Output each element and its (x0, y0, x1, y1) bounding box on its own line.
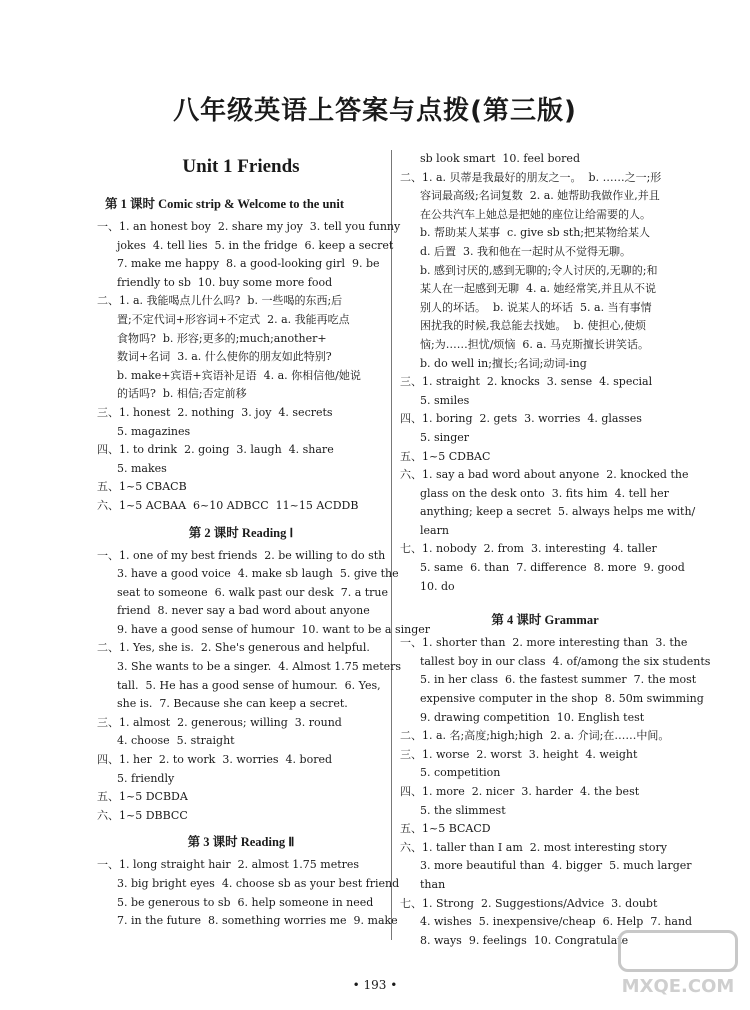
lesson-2-heading: 第 2 课时 Reading Ⅰ (188, 525, 294, 540)
answer-line-text: 四、1. to drink 2. going 3. laugh 4. share (97, 443, 334, 457)
answer-line-text: 别人的坏话。 b. 说某人的坏话 5. a. 当有事情 (420, 300, 652, 314)
answer-line (97, 856, 385, 875)
answer-line-text: 七、1. Strong 2. Suggestions/Advice 3. doubt (400, 896, 658, 910)
answer-line (400, 392, 690, 411)
answer-line-text: 3. She wants to be a singer. 4. Almost 1.75 meters (117, 660, 402, 674)
answer-line-text: 7. make me happy 8. a good-looking girl 9. be (117, 257, 380, 271)
answer-line (400, 653, 711, 672)
answer-line (400, 709, 690, 728)
answer-line (97, 348, 385, 367)
answer-line (97, 714, 385, 733)
answer-line (400, 746, 690, 765)
answer-line-text: 5. makes (117, 461, 167, 475)
answer-line (97, 237, 394, 256)
answer-line (97, 367, 385, 386)
lesson-1-answers (97, 218, 401, 516)
answer-line (97, 912, 398, 931)
answer-line (97, 292, 385, 311)
column-divider (391, 150, 392, 940)
answer-line-text: 二、1. a. 贝蒂是我最好的朋友之一。 b. ……之一;形 (400, 170, 662, 184)
answer-line-text: 3. have a good voice 4. make sb laugh 5. give the (117, 567, 399, 581)
answer-line (400, 280, 690, 299)
answer-line (400, 876, 690, 895)
answer-line (400, 299, 690, 318)
answer-line-text: expensive computer in the shop 8. 50m swimming (420, 692, 704, 706)
answer-line-text: 五、1~5 DCBDA (97, 790, 188, 804)
answer-line (97, 658, 402, 677)
answer-line-text: b. 感到讨厌的,感到无聊的;令人讨厌的,无聊的;和 (420, 263, 658, 277)
lesson-3-answers (97, 856, 400, 930)
answer-line-text: 二、1. a. 名;高度;high;high 2. a. 介词;在……中间。 (400, 729, 670, 743)
answer-line-text: 某人在一起感到无聊 4. a. 她经常笑,并且从不说 (420, 282, 657, 296)
answer-line (400, 690, 704, 709)
answer-line-text: 恼;为……担忧/烦恼 6. a. 马克斯擅长讲笑话。 (420, 337, 649, 351)
answer-line (400, 187, 690, 206)
answer-line (97, 602, 385, 621)
answer-line-text: tall. 5. He has a good sense of humour. 6. Yes, (117, 678, 381, 692)
answer-line (400, 727, 690, 746)
answer-line (400, 764, 690, 783)
answer-line (97, 547, 385, 566)
page-number: • 193 • (352, 978, 398, 992)
answer-line (97, 404, 385, 423)
answer-line-text: jokes 4. tell lies 5. in the fridge 6. keep a secret (117, 238, 394, 252)
answer-line (97, 788, 385, 807)
answer-line (97, 565, 399, 584)
answer-line (400, 634, 690, 653)
watermark-text: MXQE.COM (621, 976, 735, 997)
answer-line (400, 503, 696, 522)
answer-line-text: d. 后置 3. 我和他在一起时从不觉得无聊。 (420, 244, 632, 258)
answer-line (400, 895, 690, 914)
watermark (618, 930, 738, 1000)
answer-line (97, 677, 385, 696)
lesson-1-heading: 第 1 课时 Comic strip & Welcome to the unit (105, 197, 344, 211)
answer-line-text: she is. 7. Because she can keep a secret. (117, 697, 348, 711)
lesson-2-answers (97, 547, 431, 826)
answer-line-text: b. do well in;擅长;名词;动词-ing (420, 356, 587, 370)
right-column (400, 150, 711, 950)
answer-line-text: 5. the slimmest (420, 803, 506, 817)
answer-line-text: 七、1. nobody 2. from 3. interesting 4. taller (400, 542, 657, 556)
answer-line (97, 751, 385, 770)
answer-line (400, 224, 690, 243)
answer-line (97, 584, 389, 603)
answer-line (400, 169, 690, 188)
answer-line (97, 732, 385, 751)
answer-line-text: 一、1. long straight hair 2. almost 1.75 metres (97, 858, 360, 872)
answer-line (400, 820, 690, 839)
page-title: 八年级英语上答案与点拨(第三版) (173, 96, 577, 126)
answer-line-text: 一、1. shorter than 2. more interesting than 3. the (400, 636, 688, 650)
answer-line-text: 3. more beautiful than 4. bigger 5. much larger (420, 859, 692, 873)
answer-line-text: 三、1. honest 2. nothing 3. joy 4. secrets (97, 405, 333, 419)
watermark-logo-icon (618, 930, 738, 972)
answer-line (97, 894, 385, 913)
answer-line (97, 385, 385, 404)
answer-line-text: 六、1~5 DBBCC (97, 808, 188, 822)
answer-line-text: 六、1. say a bad word about anyone 2. knocked the (400, 468, 689, 482)
answer-line-text: 数词+名词 3. a. 什么使你的朋友如此特别? (117, 350, 332, 364)
left-column (97, 148, 431, 931)
answer-line (400, 448, 690, 467)
answer-line (97, 423, 385, 442)
answer-line-text: 在公共汽车上她总是把她的座位让给需要的人。 (420, 207, 651, 221)
answer-line (400, 410, 690, 429)
answer-line (97, 695, 385, 714)
answer-line (97, 311, 385, 330)
answer-line (97, 770, 385, 789)
answer-line (400, 839, 690, 858)
answer-line-text: 四、1. more 2. nicer 3. harder 4. the best (400, 785, 640, 798)
answer-line (97, 621, 431, 640)
answer-line-text: tallest boy in our class 4. of/among the six students (420, 654, 711, 668)
answer-line-text: 9. drawing competition 10. English test (420, 710, 645, 724)
answer-line-text: 8. ways 9. feelings 10. Congratulate (420, 933, 629, 947)
answer-line (400, 262, 690, 281)
answer-line-text: 的话吗? b. 相信;否定前移 (117, 387, 247, 401)
answer-line-text: 二、1. Yes, she is. 2. She's generous and helpful. (97, 641, 370, 655)
answer-line-text: 三、1. straight 2. knocks 3. sense 4. special (400, 375, 653, 389)
answer-line-text: 7. in the future 8. something worries me 9. make (117, 914, 398, 928)
answer-line-text: 4. choose 5. straight (117, 734, 235, 748)
answer-line-text: friendly to sb 10. buy some more food (117, 275, 333, 289)
answer-line (400, 559, 690, 578)
lesson-3-heading: 第 3 课时 Reading Ⅱ (187, 835, 295, 850)
answer-line-text: 5. competition (420, 766, 501, 780)
answer-line (400, 373, 690, 392)
answer-line (400, 578, 690, 597)
answer-line (400, 802, 690, 821)
answer-line-text: 10. do (420, 579, 455, 593)
answer-line-text: 5. in her class 6. the fastest summer 7. the most (420, 673, 697, 687)
answer-line-text: b. make+宾语+宾语补足语 4. a. 你相信他/她说 (117, 368, 361, 382)
answer-line (97, 478, 385, 497)
answer-line (97, 639, 385, 658)
answer-line (400, 857, 690, 876)
answer-line-text: learn (420, 523, 449, 537)
answer-line (97, 807, 385, 826)
answer-line (400, 206, 690, 225)
answer-line (400, 243, 690, 262)
answer-line-text: anything; keep a secret 5. always helps me with/ (420, 505, 696, 519)
answer-line-text: 3. big bright eyes 4. choose sb as your best friend (117, 877, 400, 890)
answer-line-text: than (420, 877, 446, 891)
answer-line-text: 五、1~5 BCACD (400, 822, 491, 836)
answer-line-text: 容词最高级;名词复数 2. a. 她帮助我做作业,并且 (420, 189, 660, 203)
answer-line-text: 六、1~5 ACBAA 6~10 ADBCC 11~15 ACDDB (97, 498, 359, 512)
answer-line (400, 466, 690, 485)
answer-line-text: 五、1~5 CBACB (97, 480, 187, 494)
answer-line-text: 9. have a good sense of humour 10. want to be a singer (117, 622, 431, 636)
answer-line-text: 5. be generous to sb 6. help someone in need (117, 895, 374, 909)
answer-line (97, 441, 385, 460)
lesson-3-answers-continued (400, 150, 696, 596)
answer-line (400, 783, 690, 802)
answer-line-text: 5. magazines (117, 424, 191, 438)
lesson-4-heading: 第 4 课时 Grammar (491, 613, 599, 628)
answer-line-text: 六、1. taller than I am 2. most interesting story (400, 840, 668, 854)
answer-line-text: 一、1. one of my best friends 2. be willing to do sth (97, 548, 386, 562)
answer-line (400, 429, 690, 448)
answer-line-text: sb look smart 10. feel bored (420, 152, 580, 165)
answer-line (400, 485, 690, 504)
answer-line-text: glass on the desk onto 3. fits him 4. tell her (420, 486, 669, 500)
answer-line-text: 5. smiles (420, 393, 470, 407)
answer-line-text: 二、1. a. 我能喝点儿什么吗? b. 一些喝的东西;后 (97, 294, 343, 308)
answer-line-text: 四、1. her 2. to work 3. worries 4. bored (97, 753, 333, 767)
answer-line (400, 317, 690, 336)
answer-line (400, 522, 690, 541)
answer-line (97, 875, 400, 894)
answer-line (97, 218, 401, 237)
answer-line-text: 5. same 6. than 7. difference 8. more 9. good (420, 561, 685, 575)
lesson-4-answers (400, 634, 711, 950)
answer-line-text: 困扰我的时候,我总能去找她。 b. 使担心,使烦 (420, 319, 647, 333)
answer-line (97, 330, 385, 349)
answer-line (400, 913, 693, 932)
answer-line-text: b. 帮助某人某事 c. give sb sth;把某物给某人 (420, 226, 651, 240)
answer-line (400, 355, 690, 374)
answer-line (97, 460, 385, 479)
answer-line-text: friend 8. never say a bad word about anyone (117, 604, 370, 618)
answer-line-text: 4. wishes 5. inexpensive/cheap 6. Help 7. hand (420, 915, 693, 929)
answer-line-text: 食物吗? b. 形容;更多的;much;another+ (117, 331, 327, 345)
answer-line-text: 四、1. boring 2. gets 3. worries 4. glasses (400, 412, 642, 426)
answer-line (97, 497, 385, 516)
answer-line (97, 274, 385, 293)
answer-line-text: 5. friendly (117, 771, 175, 785)
unit-title: Unit 1 Friends (182, 156, 300, 177)
answer-line (97, 255, 385, 274)
answer-line-text: 5. singer (420, 430, 470, 444)
answer-line-text: 置;不定代词+形容词+不定式 2. a. 我能再吃点 (117, 312, 350, 326)
answer-line-text: 一、1. an honest boy 2. share my joy 3. tell you funny (97, 220, 401, 233)
answer-line (400, 671, 697, 690)
answer-line-text: seat to someone 6. walk past our desk 7. a true (117, 585, 389, 599)
answer-line-text: 三、1. worse 2. worst 3. height 4. weight (400, 747, 638, 761)
answer-line (400, 150, 690, 169)
answer-line (400, 336, 690, 355)
answer-line-text: 五、1~5 CDBAC (400, 449, 491, 463)
answer-line-text: 三、1. almost 2. generous; willing 3. round (97, 715, 342, 729)
answer-line (400, 540, 690, 559)
